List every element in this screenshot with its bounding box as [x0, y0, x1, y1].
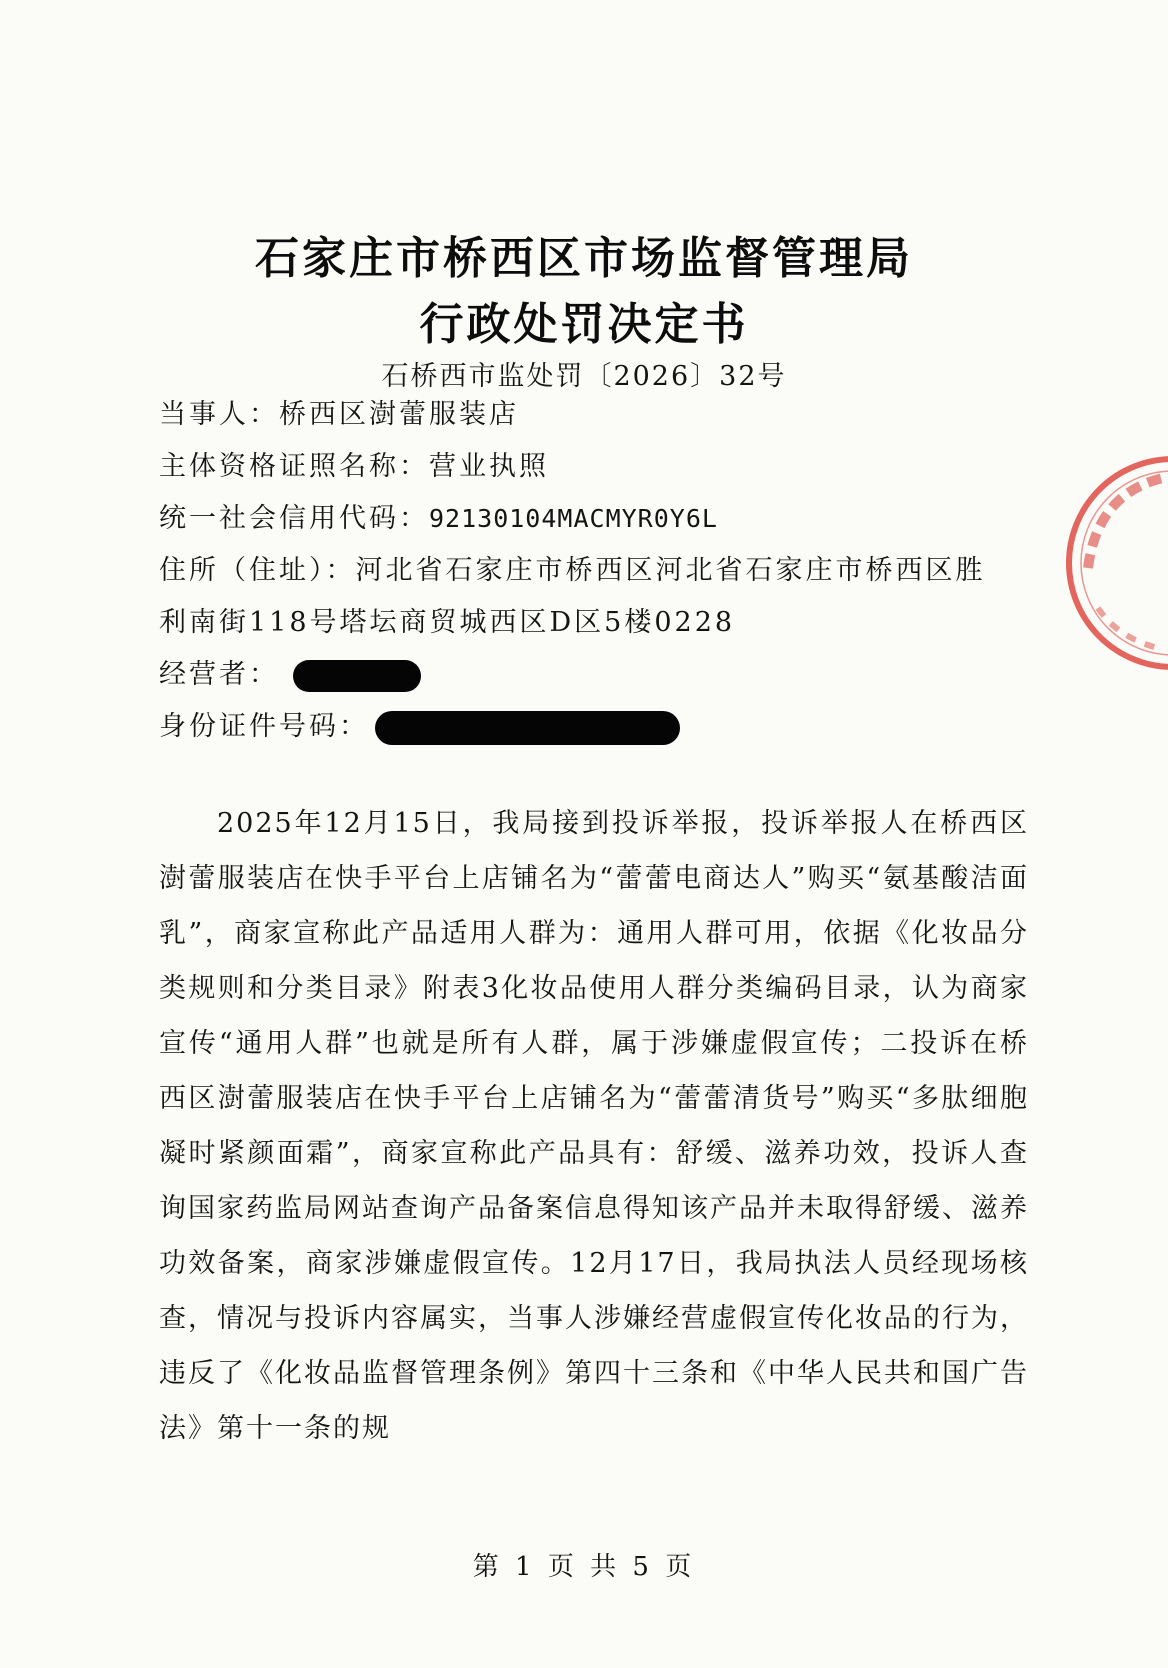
address-label: 住所（住址）： [159, 555, 356, 586]
id-number-field [159, 704, 680, 745]
credit-code-field [159, 496, 718, 535]
operator-field [159, 652, 421, 692]
license-label: 主体资格证照名称： [159, 451, 429, 482]
operator-redaction [293, 660, 421, 692]
party-value: 桥西区澍蕾服装店 [279, 399, 519, 430]
party-label: 当事人： [159, 399, 279, 430]
id-number-redaction [375, 711, 680, 745]
document-number: 石桥西市监处罚〔2026〕32号 [381, 361, 787, 392]
address-field [159, 548, 986, 587]
license-value: 营业执照 [429, 451, 549, 482]
party-field [159, 392, 519, 431]
page-indicator: 第 1 页 共 5 页 [472, 1552, 696, 1582]
address-value-line2: 利南街118号塔坛商贸城西区D区5楼0228 [159, 607, 736, 638]
credit-code-value: 92130104MACMYR0Y6L [429, 504, 718, 533]
document-title-type: 行政处罚决定书 [419, 299, 749, 350]
address-field-continued [159, 600, 735, 639]
address-value-line1: 河北省石家庄市桥西区河北省石家庄市桥西区胜 [355, 555, 986, 586]
license-field [159, 444, 549, 483]
official-seal-icon [1058, 448, 1168, 678]
id-number-label: 身份证件号码： [159, 711, 369, 742]
case-description-paragraph: 2025年12月15日，我局接到投诉举报，投诉举报人在桥西区澍蕾服装店在快手平台上店铺名为“蕾蕾电商达人”购买“氨基酸洁面乳”，商家宣称此产品适用人群为：通用人群可用，依据《化妆品分类规则和分类目录》附表3化妆品使用人群分类编码目录，认为商家宣传“通用人群”也就是所有人群，属于涉嫌虚假宣传；二投诉在桥西区澍蕾服装店在快手平台上店铺名为“蕾蕾清货号”购买“多肽细胞凝时紧颜面霜”，商家宣称此产品具有：舒缓、滋养功效，投诉人查询国家药监局网站查询产品备案信息得知该产品并未取得舒缓、滋养功效备案，商家涉嫌虚假宣传。12月17日，我局执法人员经现场核查，情况与投诉内容属实，当事人涉嫌经营虚假宣传化妆品的行为，违反了《化妆品监督管理条例》第四十三条和《中华人民共和国广告法》第十一条的规 [159, 808, 1029, 1444]
document-title-agency: 石家庄市桥西区市场监督管理局 [255, 233, 913, 284]
operator-label: 经营者： [159, 659, 279, 690]
credit-code-label: 统一社会信用代码： [159, 503, 429, 534]
